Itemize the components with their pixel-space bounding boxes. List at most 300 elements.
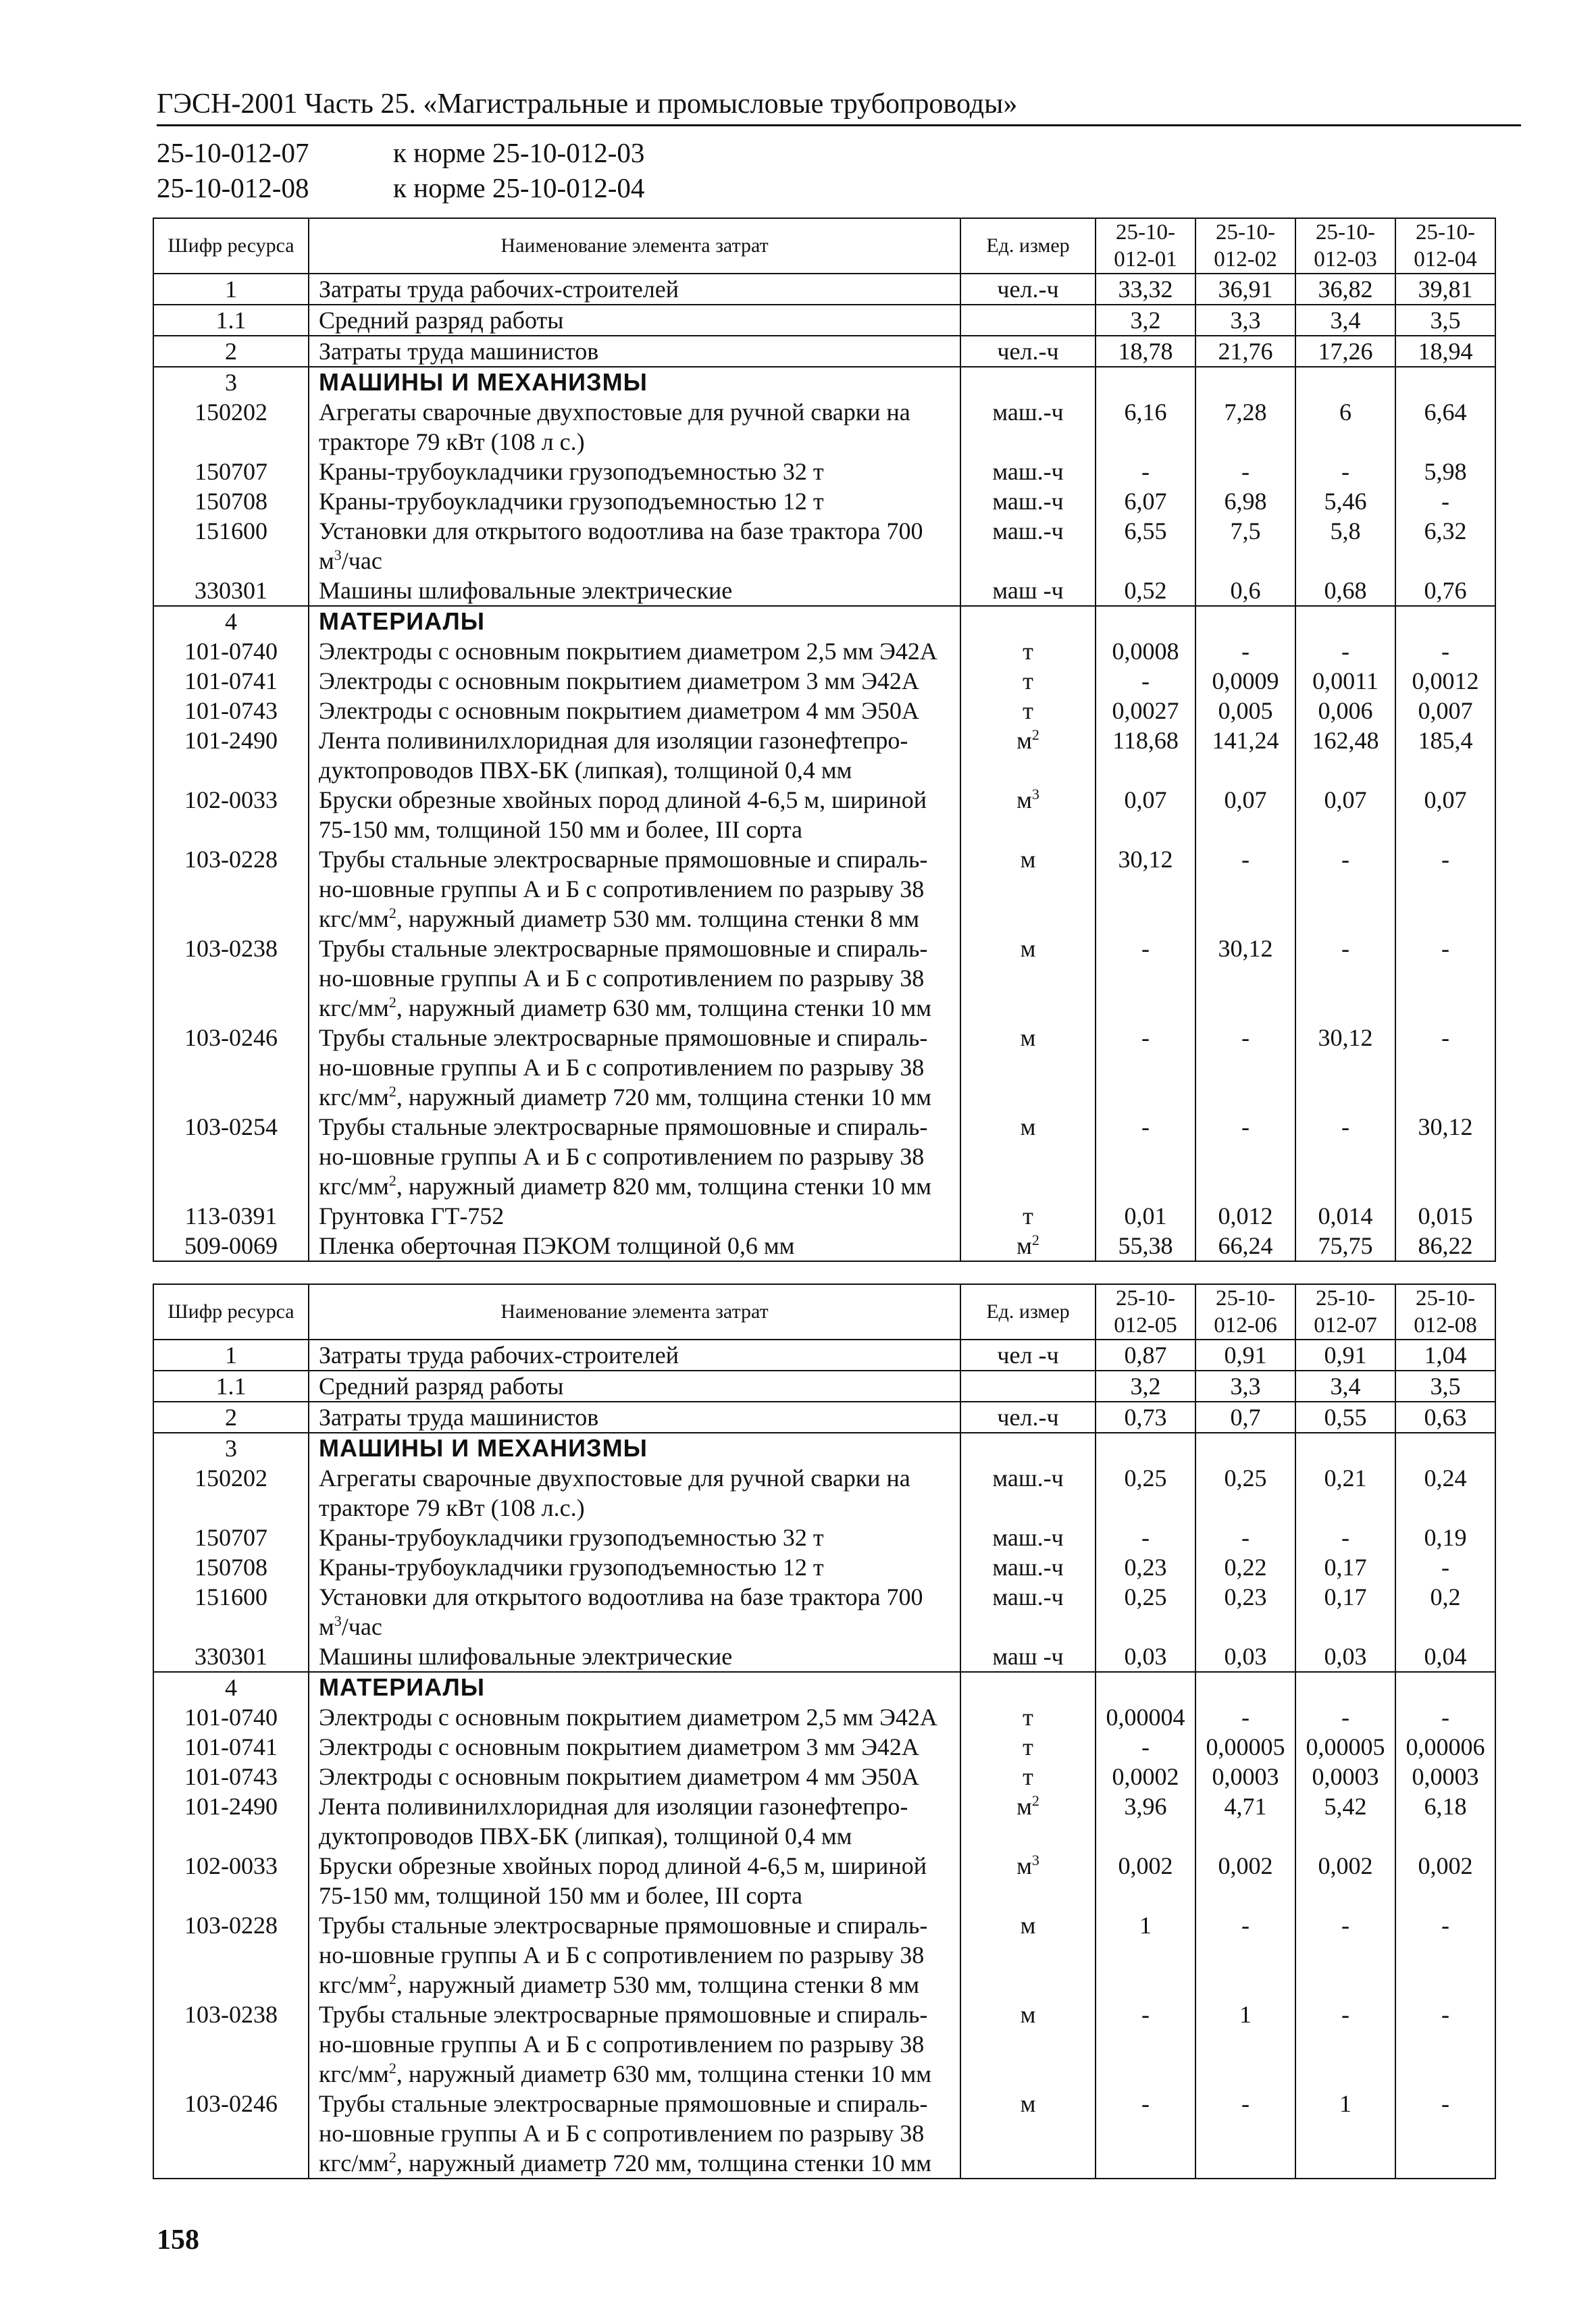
resource-code: 113-0391 bbox=[153, 1201, 309, 1231]
norm-value: - bbox=[1295, 2000, 1395, 2089]
norm-value: 0,002 bbox=[1096, 1851, 1195, 1910]
resource-code: 101-0741 bbox=[153, 666, 309, 696]
resource-code: 4 bbox=[153, 1672, 309, 1702]
section-row bbox=[153, 1433, 1495, 1463]
norm-value: - bbox=[1096, 2000, 1195, 2089]
norm-value: 0,2 bbox=[1395, 1582, 1495, 1642]
norm-value bbox=[1295, 367, 1395, 397]
norm-value: 0,0002 bbox=[1096, 1762, 1195, 1791]
table-row bbox=[153, 1340, 1495, 1371]
resource-name: Лента поливинилхлоридная для изоляции газонефтепро-дуктопроводов ПВХ-БК (липкая), толщиной 0,4 мм bbox=[309, 726, 960, 785]
resource-code: 4 bbox=[153, 606, 309, 636]
norm-value: 162,48 bbox=[1295, 726, 1395, 785]
table-body-1 bbox=[153, 274, 1495, 1261]
norm-value: 6 bbox=[1295, 397, 1395, 457]
norm-value: 4,71 bbox=[1195, 1791, 1295, 1851]
norm-value bbox=[1096, 367, 1195, 397]
resource-code: 330301 bbox=[153, 576, 309, 606]
norm-value: 0,07 bbox=[1395, 785, 1495, 844]
resource-name: Трубы стальные электросварные прямошовные и спираль-но-шовные группы А и Б с сопротивлением по разрыву 38 кгс/$мм^2$, наружный диаметр 530 мм. толщина стенки 8 мм bbox=[309, 844, 960, 934]
resource-name: Трубы стальные электросварные прямошовные и спираль-но-шовные группы А и Б с сопротивлением по разрыву 38 кгс/$мм^2$, наружный диаметр 530 мм, толщина стенки 8 мм bbox=[309, 1910, 960, 2000]
unit-of-measure: м bbox=[960, 2000, 1096, 2089]
norm-value: 0,014 bbox=[1295, 1201, 1395, 1231]
table-row bbox=[153, 516, 1495, 576]
table-row bbox=[153, 336, 1495, 367]
norm-value: - bbox=[1195, 457, 1295, 486]
unit-of-measure: чел.-ч bbox=[960, 1402, 1096, 1433]
resource-code: 102-0033 bbox=[153, 1851, 309, 1910]
table-row bbox=[153, 1023, 1495, 1112]
table-row bbox=[153, 636, 1495, 666]
table-row bbox=[153, 785, 1495, 844]
table-row bbox=[153, 696, 1495, 726]
resource-name: Агрегаты сварочные двухпостовые для ручной сварки на тракторе 79 кВт (108 л.с.) bbox=[309, 1463, 960, 1523]
norm-value: 6,32 bbox=[1395, 516, 1495, 576]
resource-code: 1 bbox=[153, 1340, 309, 1371]
resource-code: 330301 bbox=[153, 1642, 309, 1672]
header-name: Наименование элемента затрат bbox=[309, 1284, 960, 1340]
norm-value: 141,24 bbox=[1195, 726, 1295, 785]
norm-value: 6,98 bbox=[1195, 486, 1295, 516]
table-header-row bbox=[153, 1284, 1495, 1340]
norm-value: 17,26 bbox=[1295, 336, 1395, 367]
norm-value: 0,25 bbox=[1096, 1463, 1195, 1523]
norm-value: 0,0003 bbox=[1395, 1762, 1495, 1791]
norm-references bbox=[157, 135, 644, 205]
table-row bbox=[153, 1702, 1495, 1732]
norm-value: - bbox=[1395, 934, 1495, 1023]
norm-value: 0,87 bbox=[1096, 1340, 1195, 1371]
resource-name: Трубы стальные электросварные прямошовные и спираль-но-шовные группы А и Б с сопротивлением по разрыву 38 кгс/$мм^2$, наружный диаметр 720 мм, толщина стенки 10 мм bbox=[309, 2089, 960, 2179]
norm-value: - bbox=[1295, 1702, 1395, 1732]
header-unit: Ед. измер bbox=[960, 218, 1096, 274]
header-norm-col: 25-10- 012-01 bbox=[1096, 218, 1195, 274]
norm-value: - bbox=[1195, 1910, 1295, 2000]
resource-name: Затраты труда рабочих-строителей bbox=[309, 274, 960, 305]
norm-value: 6,64 bbox=[1395, 397, 1495, 457]
page-header: ГЭСН-2001 Часть 25. «Магистральные и промысловые трубопроводы» bbox=[157, 86, 1521, 126]
norm-value: 30,12 bbox=[1295, 1023, 1395, 1112]
resource-name: Трубы стальные электросварные прямошовные и спираль-но-шовные группы А и Б с сопротивлением по разрыву 38 кгс/$мм^2$, наружный диаметр 720 мм, толщина стенки 10 мм bbox=[309, 1023, 960, 1112]
header-norm-col: 25-10- 012-08 bbox=[1395, 1284, 1495, 1340]
resource-code: 103-0228 bbox=[153, 844, 309, 934]
resource-name: Средний разряд работы bbox=[309, 305, 960, 336]
resource-code: 2 bbox=[153, 336, 309, 367]
norm-value bbox=[1395, 1433, 1495, 1463]
table-row bbox=[153, 1112, 1495, 1201]
norm-value: 33,32 bbox=[1096, 274, 1195, 305]
unit-of-measure: м bbox=[960, 2089, 1096, 2179]
resource-name: Агрегаты сварочные двухпостовые для ручной сварки на тракторе 79 кВт (108 л с.) bbox=[309, 397, 960, 457]
table-row bbox=[153, 1732, 1495, 1762]
norm-value: - bbox=[1096, 1112, 1195, 1201]
norm-value: 1 bbox=[1295, 2089, 1395, 2179]
resource-name: Затраты труда рабочих-строителей bbox=[309, 1340, 960, 1371]
resource-code: 151600 bbox=[153, 516, 309, 576]
norm-value: - bbox=[1096, 457, 1195, 486]
table-row bbox=[153, 1231, 1495, 1261]
norm-value: 0,03 bbox=[1295, 1642, 1395, 1672]
unit-of-measure: м bbox=[960, 934, 1096, 1023]
norm-value: - bbox=[1295, 934, 1395, 1023]
unit-of-measure bbox=[960, 1672, 1096, 1702]
table-header-row bbox=[153, 218, 1495, 274]
norm-value: 0,015 bbox=[1395, 1201, 1495, 1231]
norm-value: - bbox=[1395, 1702, 1495, 1732]
unit-of-measure: $м^2$ bbox=[960, 726, 1096, 785]
norm-value: 5,8 bbox=[1295, 516, 1395, 576]
norm-value: 0,0003 bbox=[1295, 1762, 1395, 1791]
reference-row bbox=[157, 135, 644, 170]
norm-value: 0,005 bbox=[1195, 696, 1295, 726]
resource-code: 150202 bbox=[153, 397, 309, 457]
norm-value: 0,0003 bbox=[1195, 1762, 1295, 1791]
table-row bbox=[153, 1910, 1495, 2000]
norm-value: 0,0011 bbox=[1295, 666, 1395, 696]
table-row bbox=[153, 305, 1495, 336]
reference-code: 25-10-012-07 bbox=[157, 137, 309, 168]
norm-value: - bbox=[1295, 457, 1395, 486]
resource-name: Установки для открытого водоотлива на базе трактора 700 $м^3$/час bbox=[309, 516, 960, 576]
norm-value: 3,96 bbox=[1096, 1791, 1195, 1851]
norm-value: 0,04 bbox=[1395, 1642, 1495, 1672]
norm-value: 5,98 bbox=[1395, 457, 1495, 486]
norm-value: 0,00004 bbox=[1096, 1702, 1195, 1732]
norm-value: - bbox=[1395, 1552, 1495, 1582]
resource-name: Затраты труда машинистов bbox=[309, 1402, 960, 1433]
resource-name: Бруски обрезные хвойных пород длиной 4-6,5 м, шириной 75-150 мм, толщиной 150 мм и более, III сорта bbox=[309, 1851, 960, 1910]
resource-code: 150707 bbox=[153, 457, 309, 486]
unit-of-measure: маш.-ч bbox=[960, 457, 1096, 486]
norm-value: 0,01 bbox=[1096, 1201, 1195, 1231]
norm-value bbox=[1096, 1433, 1195, 1463]
norm-value: - bbox=[1096, 1523, 1195, 1552]
unit-of-measure bbox=[960, 1371, 1096, 1402]
norm-value: - bbox=[1195, 844, 1295, 934]
table-row bbox=[153, 726, 1495, 785]
norm-value: - bbox=[1096, 1732, 1195, 1762]
table-row bbox=[153, 1201, 1495, 1231]
norm-value: - bbox=[1295, 1910, 1395, 2000]
norm-value: 18,94 bbox=[1395, 336, 1495, 367]
table-row bbox=[153, 2000, 1495, 2089]
norm-value: - bbox=[1395, 636, 1495, 666]
norm-value: 0,0008 bbox=[1096, 636, 1195, 666]
resource-name: Электроды с основным покрытием диаметром 4 мм Э50А bbox=[309, 696, 960, 726]
resource-name: Грунтовка ГТ-752 bbox=[309, 1201, 960, 1231]
norm-value: - bbox=[1395, 486, 1495, 516]
norm-value: 0,07 bbox=[1195, 785, 1295, 844]
header-code: Шифр ресурса bbox=[153, 1284, 309, 1340]
resource-name: Средний разряд работы bbox=[309, 1371, 960, 1402]
norm-value: 1 bbox=[1096, 1910, 1195, 2000]
norm-value: 0,91 bbox=[1295, 1340, 1395, 1371]
norm-value: 86,22 bbox=[1395, 1231, 1495, 1261]
norm-value: - bbox=[1195, 1702, 1295, 1732]
table-row bbox=[153, 1642, 1495, 1672]
norm-value: 66,24 bbox=[1195, 1231, 1295, 1261]
resource-name: Электроды с основным покрытием диаметром 3 мм Э42А bbox=[309, 1732, 960, 1762]
unit-of-measure: маш.-ч bbox=[960, 1552, 1096, 1582]
resource-name: Электроды с основным покрытием диаметром 2,5 мм Э42А bbox=[309, 636, 960, 666]
resource-name: Установки для открытого водоотлива на базе трактора 700 $м^3$/час bbox=[309, 1582, 960, 1642]
norm-value: - bbox=[1195, 1523, 1295, 1552]
norm-value bbox=[1295, 1672, 1395, 1702]
norm-value: 3,4 bbox=[1295, 305, 1395, 336]
reference-code: 25-10-012-08 bbox=[157, 172, 309, 203]
norm-value: 0,22 bbox=[1195, 1552, 1295, 1582]
norm-value: 0,07 bbox=[1295, 785, 1395, 844]
unit-of-measure: маш.-ч bbox=[960, 1582, 1096, 1642]
unit-of-measure: $м^3$ bbox=[960, 785, 1096, 844]
norm-value: 39,81 bbox=[1395, 274, 1495, 305]
norm-value bbox=[1395, 1672, 1495, 1702]
header-norm-col: 25-10- 012-03 bbox=[1295, 218, 1395, 274]
norm-value: 0,17 bbox=[1295, 1552, 1395, 1582]
norm-value: 0,0012 bbox=[1395, 666, 1495, 696]
norm-value: 3,4 bbox=[1295, 1371, 1395, 1402]
norm-value: - bbox=[1096, 666, 1195, 696]
norm-value: 0,73 bbox=[1096, 1402, 1195, 1433]
norm-value: 0,25 bbox=[1096, 1582, 1195, 1642]
norm-value: - bbox=[1295, 1523, 1395, 1552]
norm-value: 3,2 bbox=[1096, 1371, 1195, 1402]
unit-of-measure: $м^2$ bbox=[960, 1231, 1096, 1261]
table-row bbox=[153, 1851, 1495, 1910]
resource-name: Электроды с основным покрытием диаметром 4 мм Э50А bbox=[309, 1762, 960, 1791]
resource-code: 509-0069 bbox=[153, 1231, 309, 1261]
norm-value: 0,002 bbox=[1195, 1851, 1295, 1910]
resource-code: 101-0743 bbox=[153, 1762, 309, 1791]
resource-name: Лента поливинилхлоридная для изоляции газонефтепро-дуктопроводов ПВХ-БК (липкая), толщиной 0,4 мм bbox=[309, 1791, 960, 1851]
resource-code: 101-0743 bbox=[153, 696, 309, 726]
resource-code: 2 bbox=[153, 1402, 309, 1433]
table-row bbox=[153, 2089, 1495, 2179]
table-row bbox=[153, 1463, 1495, 1523]
norm-value: 118,68 bbox=[1096, 726, 1195, 785]
table-row bbox=[153, 1762, 1495, 1791]
resource-name: Электроды с основным покрытием диаметром 2,5 мм Э42А bbox=[309, 1702, 960, 1732]
norm-value: 0,68 bbox=[1295, 576, 1395, 606]
norm-value: 21,76 bbox=[1195, 336, 1295, 367]
unit-of-measure bbox=[960, 367, 1096, 397]
unit-of-measure bbox=[960, 1433, 1096, 1463]
reference-text: к норме 25-10-012-04 bbox=[393, 172, 645, 203]
resource-code: 3 bbox=[153, 367, 309, 397]
section-row bbox=[153, 1672, 1495, 1702]
norm-value: 0,03 bbox=[1195, 1642, 1295, 1672]
unit-of-measure: чел.-ч bbox=[960, 274, 1096, 305]
norm-value: 6,16 bbox=[1096, 397, 1195, 457]
norm-value: 3,2 bbox=[1096, 305, 1195, 336]
table-row bbox=[153, 486, 1495, 516]
resource-code: 151600 bbox=[153, 1582, 309, 1642]
norm-value: 0,6 bbox=[1195, 576, 1295, 606]
header-norm-col: 25-10- 012-04 bbox=[1395, 218, 1495, 274]
table-row bbox=[153, 457, 1495, 486]
norm-value: 0,52 bbox=[1096, 576, 1195, 606]
section-row bbox=[153, 367, 1495, 397]
norm-value bbox=[1195, 1672, 1295, 1702]
norm-value: - bbox=[1295, 844, 1395, 934]
norm-value: 0,76 bbox=[1395, 576, 1495, 606]
resource-code: 3 bbox=[153, 1433, 309, 1463]
norm-value: - bbox=[1395, 2089, 1495, 2179]
header-unit: Ед. измер bbox=[960, 1284, 1096, 1340]
resource-name: Затраты труда машинистов bbox=[309, 336, 960, 367]
norm-value: - bbox=[1395, 1910, 1495, 2000]
norm-value: 36,91 bbox=[1195, 274, 1295, 305]
section-row bbox=[153, 606, 1495, 636]
resource-code: 101-0740 bbox=[153, 1702, 309, 1732]
resource-code: 101-2490 bbox=[153, 726, 309, 785]
norm-value: 5,42 bbox=[1295, 1791, 1395, 1851]
norm-value: 18,78 bbox=[1096, 336, 1195, 367]
norm-value: 1 bbox=[1195, 2000, 1295, 2089]
norm-value: - bbox=[1195, 636, 1295, 666]
norm-value bbox=[1096, 606, 1195, 636]
resource-name: Электроды с основным покрытием диаметром 3 мм Э42А bbox=[309, 666, 960, 696]
norm-value: 0,17 bbox=[1295, 1582, 1395, 1642]
resource-code: 103-0246 bbox=[153, 1023, 309, 1112]
norm-value: 0,25 bbox=[1195, 1463, 1295, 1523]
unit-of-measure: $м^2$ bbox=[960, 1791, 1096, 1851]
unit-of-measure bbox=[960, 606, 1096, 636]
norm-value: - bbox=[1395, 1023, 1495, 1112]
reference-row bbox=[157, 170, 644, 205]
norm-value: 0,23 bbox=[1096, 1552, 1195, 1582]
resource-name: Краны-трубоукладчики грузоподъемностью 32 т bbox=[309, 1523, 960, 1552]
norm-value: 0,7 bbox=[1195, 1402, 1295, 1433]
resource-code: 102-0033 bbox=[153, 785, 309, 844]
unit-of-measure: т bbox=[960, 1702, 1096, 1732]
norm-value: 6,18 bbox=[1395, 1791, 1495, 1851]
unit-of-measure: маш -ч bbox=[960, 1642, 1096, 1672]
resource-code: 101-0740 bbox=[153, 636, 309, 666]
table-row bbox=[153, 576, 1495, 606]
header-norm-col: 25-10- 012-07 bbox=[1295, 1284, 1395, 1340]
reference-text: к норме 25-10-012-03 bbox=[393, 137, 645, 168]
unit-of-measure: т bbox=[960, 1762, 1096, 1791]
resource-name: МАШИНЫ И МЕХАНИЗМЫ bbox=[309, 367, 960, 397]
norm-value: 5,46 bbox=[1295, 486, 1395, 516]
resource-name: МАШИНЫ И МЕХАНИЗМЫ bbox=[309, 1433, 960, 1463]
resource-name: Машины шлифовальные электрические bbox=[309, 576, 960, 606]
unit-of-measure bbox=[960, 305, 1096, 336]
norm-value: 0,63 bbox=[1395, 1402, 1495, 1433]
unit-of-measure: т bbox=[960, 696, 1096, 726]
unit-of-measure: маш.-ч bbox=[960, 397, 1096, 457]
norm-value: 0,0009 bbox=[1195, 666, 1295, 696]
resource-table-2 bbox=[153, 1283, 1496, 2179]
unit-of-measure: т bbox=[960, 1201, 1096, 1231]
unit-of-measure: м bbox=[960, 1910, 1096, 2000]
norm-value: 7,5 bbox=[1195, 516, 1295, 576]
unit-of-measure: т bbox=[960, 666, 1096, 696]
resource-code: 103-0238 bbox=[153, 2000, 309, 2089]
norm-value: - bbox=[1195, 1112, 1295, 1201]
unit-of-measure: т bbox=[960, 636, 1096, 666]
header-norm-col: 25-10- 012-06 bbox=[1195, 1284, 1295, 1340]
unit-of-measure: чел -ч bbox=[960, 1340, 1096, 1371]
unit-of-measure: м bbox=[960, 844, 1096, 934]
resource-name: Краны-трубоукладчики грузоподъемностью 32 т bbox=[309, 457, 960, 486]
resource-name: МАТЕРИАЛЫ bbox=[309, 1672, 960, 1702]
unit-of-measure: маш.-ч bbox=[960, 516, 1096, 576]
resource-code: 1.1 bbox=[153, 305, 309, 336]
unit-of-measure: маш.-ч bbox=[960, 1463, 1096, 1523]
unit-of-measure: маш.-ч bbox=[960, 486, 1096, 516]
norm-value: 0,00006 bbox=[1395, 1732, 1495, 1762]
norm-value bbox=[1295, 606, 1395, 636]
header-norm-col: 25-10- 012-02 bbox=[1195, 218, 1295, 274]
norm-value: 0,002 bbox=[1395, 1851, 1495, 1910]
norm-value: 30,12 bbox=[1096, 844, 1195, 934]
table-row bbox=[153, 1523, 1495, 1552]
norm-value: 6,55 bbox=[1096, 516, 1195, 576]
resource-name: Пленка оберточная ПЭКОМ толщиной 0,6 мм bbox=[309, 1231, 960, 1261]
norm-value: 0,03 bbox=[1096, 1642, 1195, 1672]
norm-value: - bbox=[1195, 2089, 1295, 2179]
norm-value: 30,12 bbox=[1395, 1112, 1495, 1201]
header-norm-col: 25-10- 012-05 bbox=[1096, 1284, 1195, 1340]
norm-value: 75,75 bbox=[1295, 1231, 1395, 1261]
norm-value: 0,00005 bbox=[1195, 1732, 1295, 1762]
norm-value: 0,07 bbox=[1096, 785, 1195, 844]
resource-code: 101-0741 bbox=[153, 1732, 309, 1762]
resource-name: Трубы стальные электросварные прямошовные и спираль-но-шовные группы А и Б с сопротивлением по разрыву 38 кгс/$мм^2$, наружный диаметр 630 мм, толщина стенки 10 мм bbox=[309, 934, 960, 1023]
norm-value: 0,91 bbox=[1195, 1340, 1295, 1371]
norm-value: 0,55 bbox=[1295, 1402, 1395, 1433]
norm-value: 0,24 bbox=[1395, 1463, 1495, 1523]
resource-code: 1 bbox=[153, 274, 309, 305]
norm-value: - bbox=[1395, 2000, 1495, 2089]
resource-code: 150202 bbox=[153, 1463, 309, 1523]
unit-of-measure: м bbox=[960, 1112, 1096, 1201]
table-row bbox=[153, 934, 1495, 1023]
norm-value: 55,38 bbox=[1096, 1231, 1195, 1261]
unit-of-measure: м bbox=[960, 1023, 1096, 1112]
norm-value: 0,006 bbox=[1295, 696, 1395, 726]
unit-of-measure: т bbox=[960, 1732, 1096, 1762]
norm-value: - bbox=[1096, 1023, 1195, 1112]
unit-of-measure: маш.-ч bbox=[960, 1523, 1096, 1552]
norm-value: 185,4 bbox=[1395, 726, 1495, 785]
norm-value: - bbox=[1096, 2089, 1195, 2179]
resource-name: МАТЕРИАЛЫ bbox=[309, 606, 960, 636]
resource-code: 103-0228 bbox=[153, 1910, 309, 2000]
table-row bbox=[153, 844, 1495, 934]
resource-code: 150708 bbox=[153, 1552, 309, 1582]
resource-code: 101-2490 bbox=[153, 1791, 309, 1851]
norm-value: 3,5 bbox=[1395, 1371, 1495, 1402]
norm-value: - bbox=[1295, 1112, 1395, 1201]
resource-name: Бруски обрезные хвойных пород длиной 4-6,5 м, шириной 75-150 мм, толщиной 150 мм и более, III сорта bbox=[309, 785, 960, 844]
norm-value: 3,3 bbox=[1195, 1371, 1295, 1402]
table-row bbox=[153, 274, 1495, 305]
table-row bbox=[153, 1552, 1495, 1582]
resource-code: 103-0238 bbox=[153, 934, 309, 1023]
norm-value: 0,0027 bbox=[1096, 696, 1195, 726]
norm-value: 30,12 bbox=[1195, 934, 1295, 1023]
table-row bbox=[153, 1402, 1495, 1433]
table-row bbox=[153, 1582, 1495, 1642]
norm-value bbox=[1195, 1433, 1295, 1463]
table-row bbox=[153, 397, 1495, 457]
norm-value bbox=[1195, 367, 1295, 397]
norm-value: 3,5 bbox=[1395, 305, 1495, 336]
norm-value: 6,07 bbox=[1096, 486, 1195, 516]
